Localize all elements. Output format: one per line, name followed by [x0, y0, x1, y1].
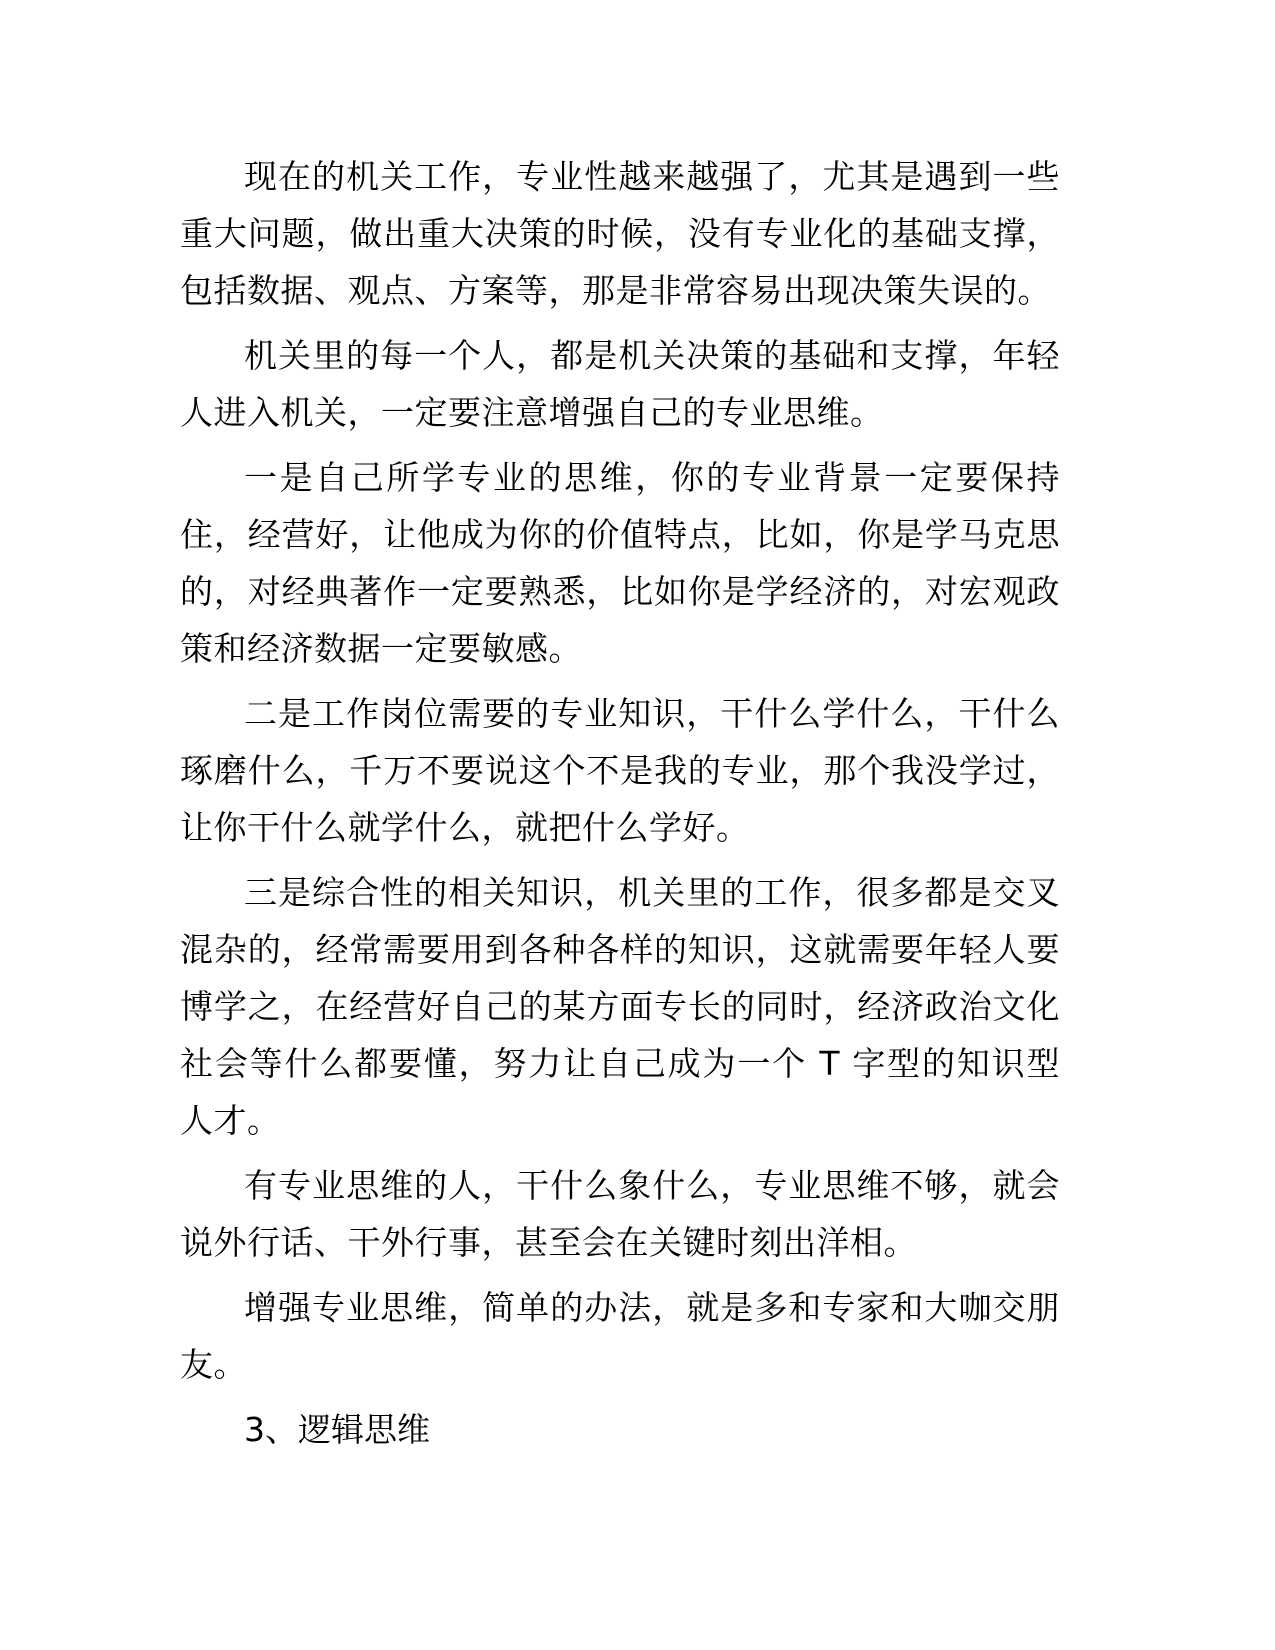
paragraph-4: 二是工作岗位需要的专业知识，干什么学什么，干什么琢磨什么，千万不要说这个不是我的专业，那个我没学过，让你干什么就学什么，就把什么学好。 — [180, 694, 1060, 847]
section-heading: 3、逻辑思维 — [244, 1410, 430, 1449]
paragraph-5: 三是综合性的相关知识，机关里的工作，很多都是交叉混杂的，经常需要用到各种各样的知识，这就需要年轻人要博学之，在经营好自己的某方面专长的同时，经济政治文化社会等什么都要懂，努力让自己成为一个 T 字型的知识型人才。 — [180, 873, 1060, 1140]
paragraph-2: 机关里的每一个人，都是机关决策的基础和支撑，年轻人进入机关，一定要注意增强自己的专业思维。 — [180, 336, 1060, 432]
paragraph-3: 一是自己所学专业的思维，你的专业背景一定要保持住，经营好，让他成为你的价值特点，比如，你是学马克思的，对经典著作一定要熟悉，比如你是学经济的，对宏观政策和经济数据一定要敏感。 — [180, 458, 1060, 668]
paragraph-7: 增强专业思维，简单的办法，就是多和专家和大咖交朋友。 — [180, 1288, 1060, 1384]
document-page — [180, 148, 1060, 1458]
paragraph-6: 有专业思维的人，干什么象什么，专业思维不够，就会说外行话、干外行事，甚至会在关键时刻出洋相。 — [180, 1166, 1060, 1262]
paragraph-1: 现在的机关工作，专业性越来越强了，尤其是遇到一些重大问题，做出重大决策的时候，没有专业化的基础支撑，包括数据、观点、方案等，那是非常容易出现决策失误的。 — [180, 157, 1060, 310]
